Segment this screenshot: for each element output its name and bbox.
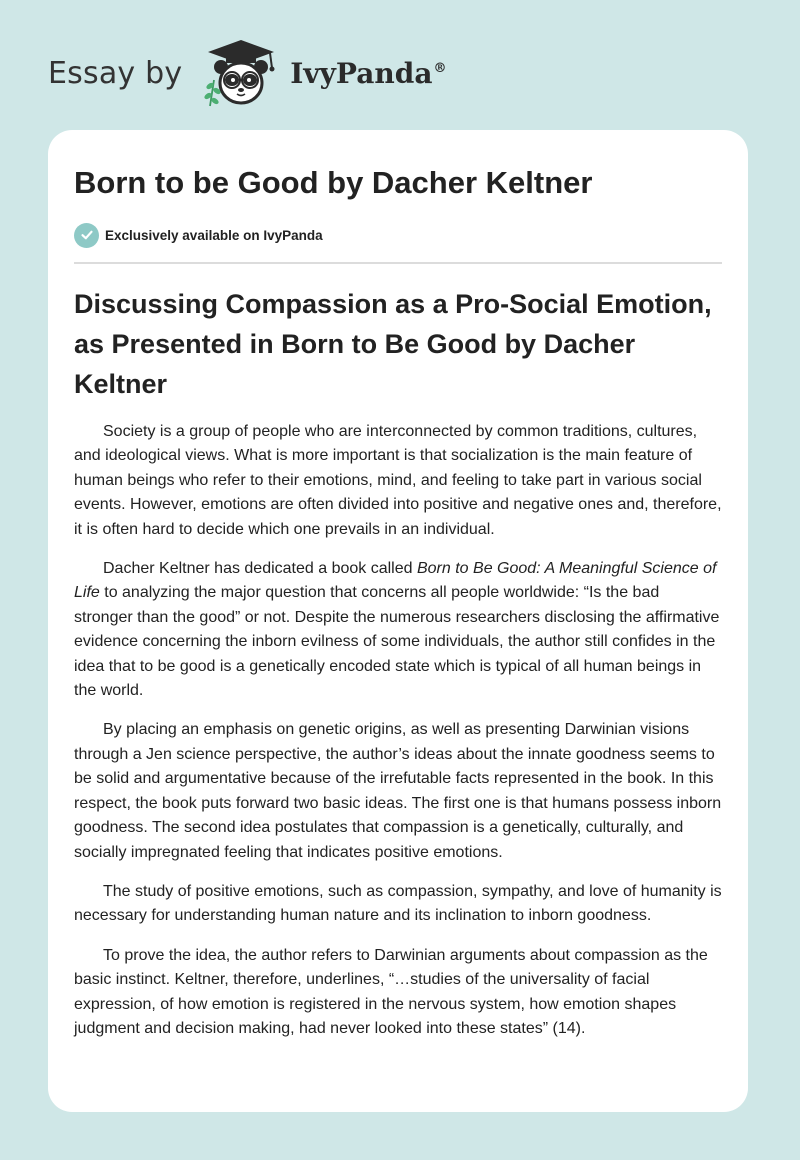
brand-name-text: IvyPanda (290, 56, 433, 90)
brand-header (48, 38, 446, 108)
paragraph-2-text-a: Dacher Keltner has dedicated a book called (103, 560, 417, 578)
paragraph-5: To prove the idea, the author refers to Darwinian arguments about compassion as the basic instinct. Keltner, therefore, underlines, “…studies of the universality of facial expression, of how emotion is registered in the nervous system, how emotion shapes judgment and decision making, had never looked into these states” (14). (74, 946, 708, 1037)
essay-card (48, 130, 748, 1112)
registered-mark: ® (433, 61, 447, 77)
divider (74, 262, 722, 264)
paragraph-4: The study of positive emotions, such as compassion, sympathy, and love of humanity is necessary for understanding human nature and its inclination to inborn goodness. (74, 882, 722, 925)
availability-badge (74, 222, 722, 248)
paragraph-1: Society is a group of people who are interconnected by common traditions, cultures, and ideological views. What is more important is that socialization is the main feature of human beings who refer to their emotions, mind, and feeling to take part in various social events. However, emotions are often divided into positive and negative ones and, therefore, it is often hard to decide which one prevails in an individual. (74, 423, 722, 538)
check-icon (74, 223, 99, 248)
availability-text: Exclusively available on IvyPanda (105, 227, 323, 243)
essay-title: Born to be Good by Dacher Keltner (74, 165, 593, 200)
paragraph-2-text-b: to analyzing the major question that concerns all people worldwide: “Is the bad stronger than the good” or not. Despite the numerous researchers disclosing the affirmative evidence concerning the inborn evilness of some individuals, the author still confides in the idea that to be good is a genetically encoded state which is typical of all human beings in the world. (74, 584, 720, 700)
panda-logo-icon[interactable] (196, 38, 286, 108)
paragraph-3: By placing an emphasis on genetic origins, as well as presenting Darwinian visions through a Jen science perspective, the author’s ideas about the innate goodness seems to be solid and argumentative because of the irrefutable facts represented in the book. In this respect, the book puts forward two basic ideas. The first one is that humans possess inborn goodness. The second idea postulates that compassion is a genetically, culturally, and socially impregnated feeling that indicates positive emotions. (74, 721, 722, 861)
essay-body (74, 420, 722, 1041)
paragraph-2 (74, 557, 722, 703)
brand-name[interactable] (290, 57, 446, 90)
brand-prefix: Essay by (48, 55, 183, 91)
book-title: Born to Be Good: A Meaningful Science of Life (74, 560, 717, 602)
section-title: Discussing Compassion as a Pro-Social Emotion, as Presented in Born to Be Good by Dacher Keltner (74, 289, 712, 399)
